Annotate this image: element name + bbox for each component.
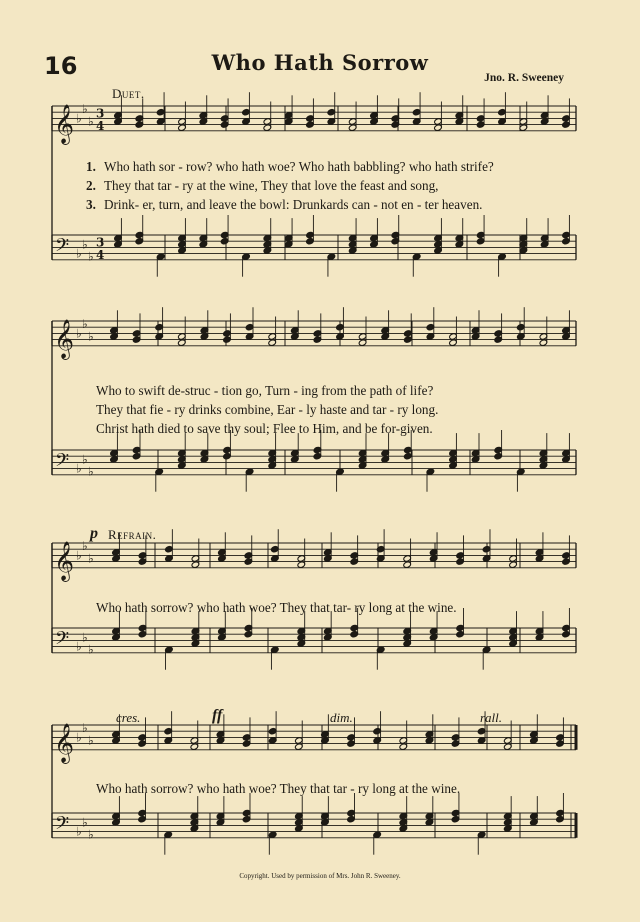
flat-icon: ♭ bbox=[82, 630, 88, 645]
piano-dynamic: p bbox=[90, 525, 98, 542]
treble-clef-icon: 𝄞 bbox=[54, 722, 75, 763]
treble-clef-icon: 𝄞 bbox=[54, 318, 75, 359]
composer-credit: Jno. R. Sweeney bbox=[484, 72, 564, 84]
bass-clef-icon: 𝄢 bbox=[55, 450, 70, 476]
verse-number: 2. bbox=[86, 178, 96, 193]
flat-icon: ♭ bbox=[76, 824, 82, 839]
flat-icon: ♭ bbox=[82, 452, 88, 467]
time-signature-top: 3 bbox=[96, 106, 105, 121]
flat-icon: ♭ bbox=[76, 246, 82, 261]
flat-icon: ♭ bbox=[76, 326, 82, 341]
flat-icon: ♭ bbox=[76, 111, 82, 126]
flat-icon: ♭ bbox=[76, 461, 82, 476]
flat-icon: ♭ bbox=[88, 329, 94, 344]
verse-line: They that fie - ry drinks combine, Ear - ly haste and tar - ry long. bbox=[96, 402, 439, 417]
flat-icon: ♭ bbox=[82, 539, 88, 554]
time-signature-bottom: 4 bbox=[96, 247, 105, 262]
time-signature-bottom: 4 bbox=[96, 118, 105, 133]
time-signature-top: 3 bbox=[96, 235, 105, 250]
flat-icon: ♭ bbox=[88, 249, 94, 264]
ff-marking: ff bbox=[212, 707, 223, 724]
verse-line: They that tar - ry at the wine, They that love the feast and song, bbox=[104, 178, 439, 193]
refrain-lyric: Who hath sorrow? who hath woe? They that tar - ry long at the wine. bbox=[96, 781, 461, 796]
refrain-lyric: Who hath sorrow? who hath woe? They that tar- ry long at the wine. bbox=[96, 600, 457, 615]
flat-icon: ♭ bbox=[88, 733, 94, 748]
hymn-number: 16 bbox=[44, 52, 78, 80]
flat-icon: ♭ bbox=[88, 551, 94, 566]
flat-icon: ♭ bbox=[88, 464, 94, 479]
flat-icon: ♭ bbox=[76, 639, 82, 654]
bass-clef-icon: 𝄢 bbox=[55, 628, 70, 654]
flat-icon: ♭ bbox=[76, 548, 82, 563]
verse-number: 1. bbox=[86, 159, 96, 174]
verse-line: Who hath sor - row? who hath woe? Who hath babbling? who hath strife? bbox=[104, 159, 494, 174]
flat-icon: ♭ bbox=[82, 815, 88, 830]
duet-marking: Duet. bbox=[112, 86, 145, 101]
refrain-marking: Refrain. bbox=[108, 527, 157, 542]
verse-line: Drink- er, turn, and leave the bowl: Drunkards can - not en - ter heaven. bbox=[104, 197, 483, 212]
flat-icon: ♭ bbox=[82, 721, 88, 736]
flat-icon: ♭ bbox=[82, 237, 88, 252]
verse-line: Who to swift de-struc - tion go, Turn - ing from the path of life? bbox=[96, 383, 434, 398]
dim-marking: dim. bbox=[330, 710, 353, 725]
flat-icon: ♭ bbox=[88, 114, 94, 129]
flat-icon: ♭ bbox=[76, 730, 82, 745]
cres-marking: cres. bbox=[116, 710, 141, 725]
treble-clef-icon: 𝄞 bbox=[54, 540, 75, 581]
flat-icon: ♭ bbox=[82, 317, 88, 332]
flat-icon: ♭ bbox=[82, 102, 88, 117]
treble-clef-icon: 𝄞 bbox=[54, 103, 75, 144]
verse-number: 3. bbox=[86, 197, 96, 212]
bass-clef-icon: 𝄢 bbox=[55, 235, 70, 261]
copyright-notice: Copyright. Used by permission of Mrs. John R. Sweeney. bbox=[239, 872, 401, 880]
rall-marking: rall. bbox=[480, 710, 503, 725]
bass-clef-icon: 𝄢 bbox=[55, 813, 70, 839]
flat-icon: ♭ bbox=[88, 827, 94, 842]
verse-line: Christ hath died to save thy soul; Flee to Him, and be for-given. bbox=[96, 421, 433, 436]
hymn-title: Who Hath Sorrow bbox=[211, 50, 429, 75]
flat-icon: ♭ bbox=[88, 642, 94, 657]
